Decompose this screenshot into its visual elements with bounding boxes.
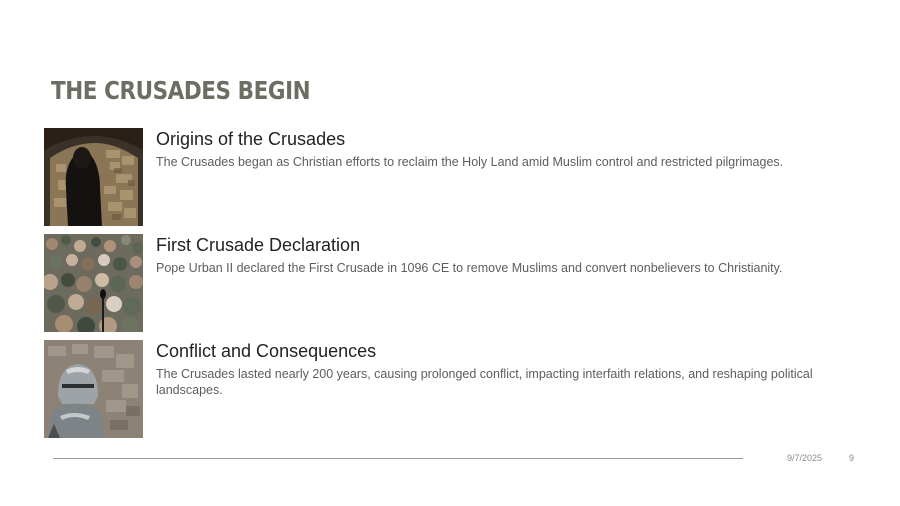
footer-date: 9/7/2025	[787, 453, 823, 463]
item-body: The Crusades lasted nearly 200 years, causing prolonged conflict, impacting interfaith relations, and reshaping political landscapes.	[156, 367, 813, 397]
list-item	[44, 234, 864, 332]
footer-divider	[53, 458, 743, 459]
knight-image	[44, 340, 143, 438]
item-heading: First Crusade Declaration	[156, 235, 361, 255]
item-heading: Origins of the Crusades	[156, 129, 346, 149]
item-heading: Conflict and Consequences	[156, 341, 377, 361]
list-item	[44, 340, 864, 438]
item-text	[156, 234, 856, 276]
item-text	[156, 128, 856, 170]
item-body: The Crusades began as Christian efforts to reclaim the Holy Land amid Muslim control and restricted pilgrimages.	[156, 155, 784, 169]
crowd-image	[44, 234, 143, 332]
item-body: Pope Urban II declared the First Crusade in 1096 CE to remove Muslims and convert nonbelievers to Christianity.	[156, 261, 783, 275]
page-number: 9	[849, 453, 855, 463]
slide-title: THE CRUSADES BEGIN	[51, 76, 311, 105]
hooded-figure-image	[44, 128, 143, 226]
list-item	[44, 128, 864, 226]
item-text	[156, 340, 856, 398]
